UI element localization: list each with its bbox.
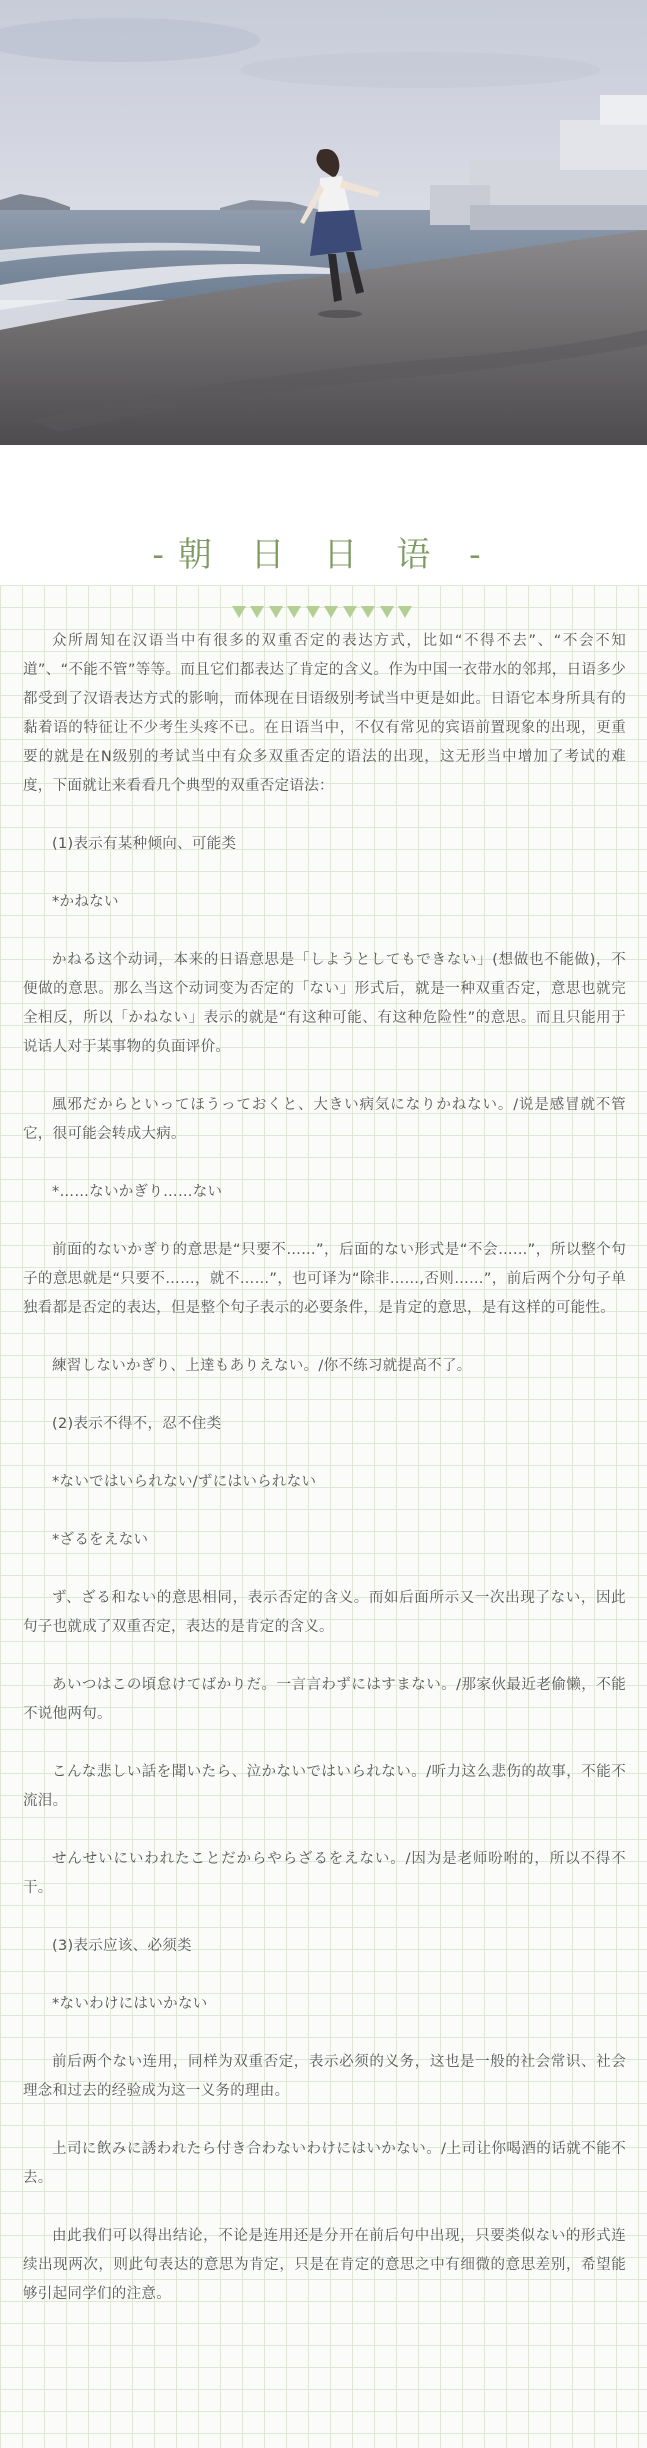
triangle-icon	[269, 606, 283, 618]
section-heading: (1)表示有某种倾向、可能类	[52, 836, 237, 852]
triangle-icon	[232, 606, 246, 618]
grammar-pattern: *ざるをえない	[52, 1532, 149, 1548]
article-content	[23, 627, 626, 2338]
grammar-pattern: *かねない	[52, 894, 119, 910]
grammar-pattern: *ないわけにはいかない	[52, 1996, 208, 2012]
example-sentence: 風邪だからといってほうっておくと、大きい病気になりかねない。/说是感冒就不管它，很可能会转成大病。	[23, 1097, 626, 1142]
section-heading: (3)表示应该、必须类	[52, 1938, 192, 1954]
triangle-icon	[306, 606, 320, 618]
intro-paragraph: 众所周知在汉语当中有很多的双重否定的表达方式，比如“不得不去”、“不会不知道”、“不能不管”等等。而且它们都表达了肯定的含义。作为中国一衣带水的邻邦，日语多少都受到了汉语表达方式的影响，而体现在日语级别考试当中更是如此。日语它本身所具有的黏着语的特征让不少考生头疼不已。在日语当中，不仅有常见的宾语前置现象的出现，更重要的就是在N级别的考试当中有众多双重否定的语法的出现，这无形当中增加了考试的难度，下面就让来看看几个典型的双重否定语法：	[23, 633, 626, 794]
grammar-pattern: *ないではいられない/ずにはいられない	[52, 1474, 317, 1490]
hero-photo	[0, 0, 647, 445]
triangle-icon	[287, 606, 301, 618]
grammar-pattern: *……ないかぎり……ない	[52, 1184, 223, 1200]
explanation-paragraph: ず、ざる和ない的意思相同，表示否定的含义。而如后面所示又一次出现了ない，因此句子也就成了双重否定，表达的是肯定的含义。	[23, 1590, 626, 1635]
example-sentence: せんせいにいわれたことだからやらざるをえない。/因为是老师吩咐的，所以不得不干。	[23, 1851, 626, 1896]
page-title: -朝 日 日 语 -	[152, 535, 495, 575]
triangle-icon	[398, 606, 412, 618]
example-sentence: 上司に飲みに誘われたら付き合わないわけにはいかない。/上司让你喝酒的话就不能不去。	[23, 2141, 626, 2186]
example-sentence: 練習しないかぎり、上達もありえない。/你不练习就提高不了。	[52, 1358, 472, 1374]
beach-girl-photo-icon	[0, 0, 647, 445]
triangle-icon	[380, 606, 394, 618]
example-sentence: こんな悲しい話を聞いたら、泣かないではいられない。/听力这么悲伤的故事，不能不流泪。	[23, 1764, 626, 1809]
article-body	[0, 585, 647, 2448]
explanation-paragraph: 前后两个ない连用，同样为双重否定，表示必须的义务，这也是一般的社会常识、社会理念和过去的经验成为这一义务的理由。	[23, 2054, 626, 2099]
triangle-icon	[250, 606, 264, 618]
title-frame	[0, 485, 647, 575]
triangle-icon	[343, 606, 357, 618]
conclusion-paragraph: 由此我们可以得出结论，不论是连用还是分开在前后句中出现，只要类似ない的形式连续出现两次，则此句表达的意思为肯定，只是在肯定的意思之中有细微的意思差别，希望能够引起同学们的注意。	[23, 2228, 626, 2302]
triangle-divider	[232, 606, 412, 620]
explanation-paragraph: 前面的ないかぎり的意思是“只要不……”，后面的ない形式是“不会……”，所以整个句子的意思就是“只要不……，就不……”，也可译为“除非……,否则……”，前后两个分句子单独看都是否定的表达，但是整个句子表示的必要条件，是肯定的意思，是有这样的可能性。	[23, 1242, 626, 1316]
triangle-icon	[324, 606, 338, 618]
example-sentence: あいつはこの頃怠けてばかりだ。一言言わずにはすまない。/那家伙最近老偷懒，不能不说他两句。	[23, 1677, 626, 1722]
triangle-icon	[361, 606, 375, 618]
explanation-paragraph: かねる这个动词，本来的日语意思是「しようとしてもできない」(想做也不能做)，不便做的意思。那么当这个动词变为否定的「ない」形式后，就是一种双重否定，意思也就完全相反，所以「かねない」表示的就是“有这种可能、有这种危险性”的意思。而且只能用于说话人对于某事物的负面评价。	[23, 952, 626, 1055]
section-heading: (2)表示不得不，忍不住类	[52, 1416, 222, 1432]
title-banner	[0, 445, 647, 585]
